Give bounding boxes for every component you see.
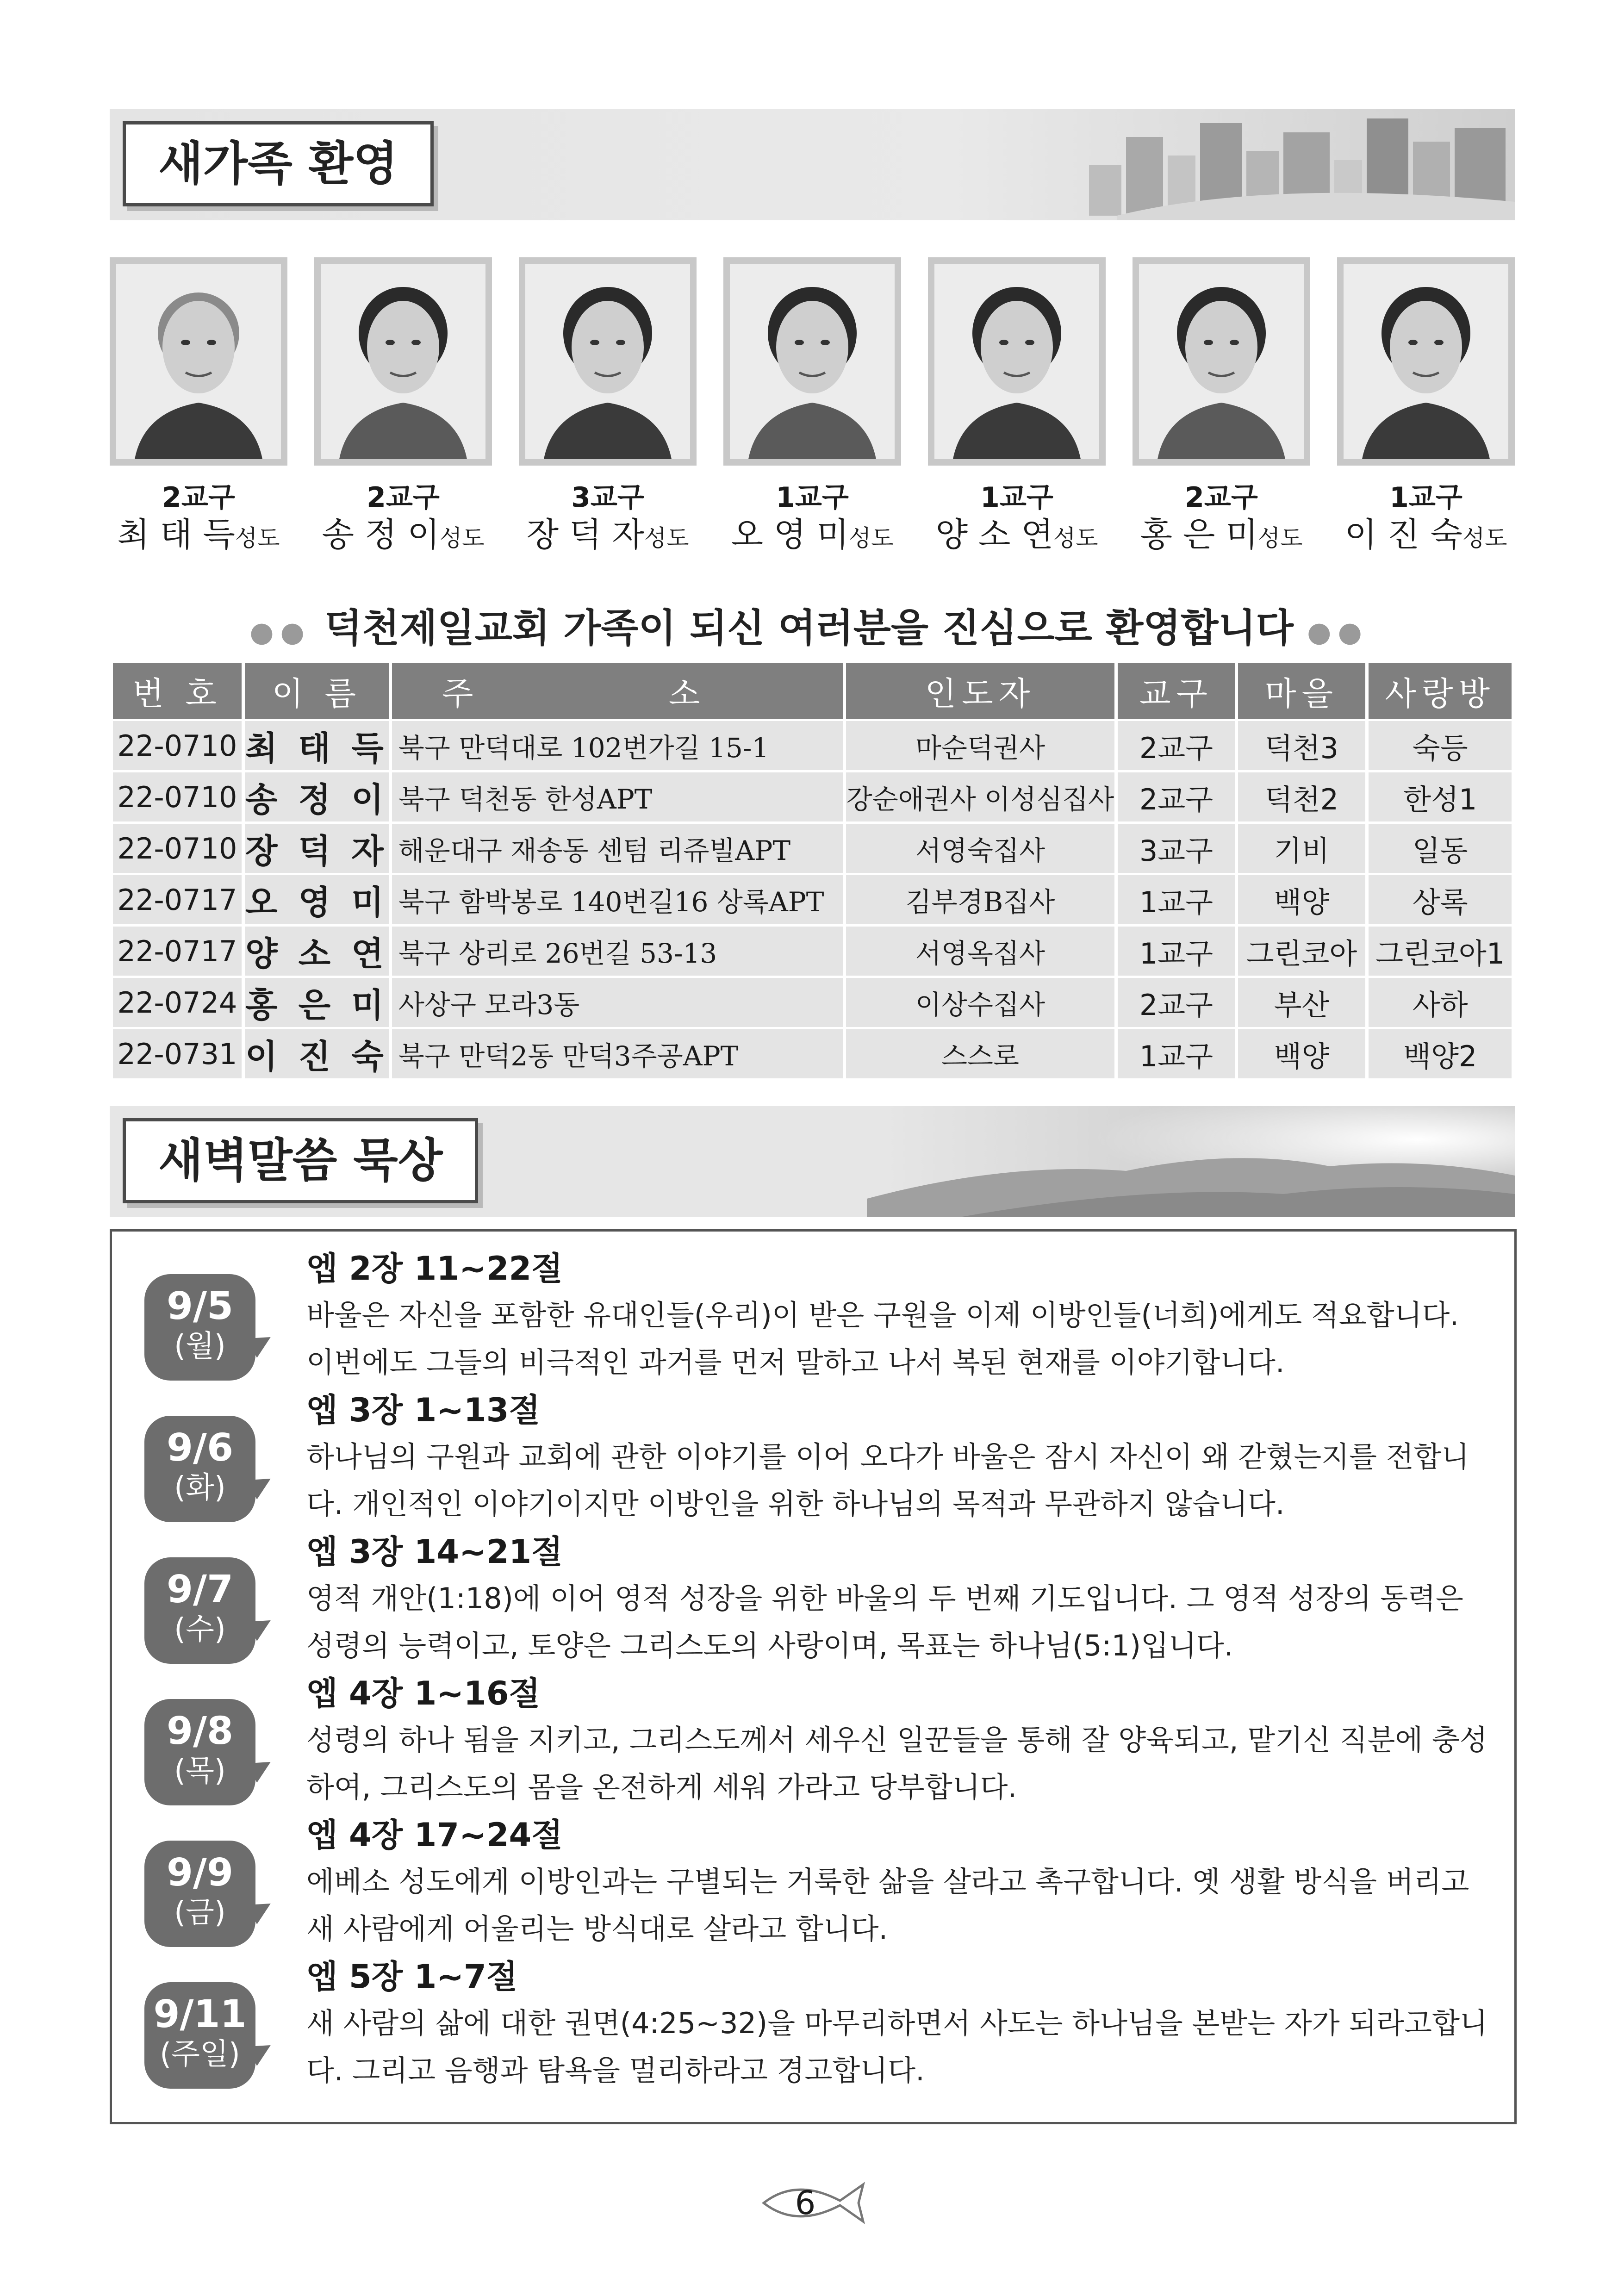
table-cell: 북구 상리로 26번길 53-13 [392, 927, 843, 976]
table-cell: 22-0710 [113, 824, 242, 873]
table-cell: 2교구 [1118, 978, 1234, 1027]
table-cell: 북구 덕천동 한성APT [392, 772, 843, 821]
table-cell: 22-0717 [113, 875, 242, 924]
member-caption [101, 481, 296, 559]
devotion-text: 에베소 성도에게 이방인과는 구별되는 거룩한 삶을 살라고 촉구합니다. 옛 생활 방식을 버리고 새 사람에게 어울리는 방식대로 살라고 합니다. [306, 1865, 1469, 1946]
table-cell: 백양 [1238, 1029, 1366, 1078]
table-cell: 일동 [1369, 824, 1512, 873]
table-cell: 마순덕권사 [846, 721, 1115, 770]
date-badge [144, 1699, 255, 1805]
table-cell: 1교구 [1118, 927, 1234, 976]
table-cell: 양 소 연 [245, 927, 389, 976]
district-label: 3교구 [571, 481, 644, 514]
member-name: 양 소 연성도 [935, 515, 1098, 554]
table-header-cell: 마을 [1238, 663, 1366, 719]
district-label: 2교구 [162, 481, 235, 514]
district-label: 2교구 [1185, 481, 1258, 514]
member-photo [314, 257, 492, 466]
date: 9/6 [166, 1426, 234, 1470]
table-row [113, 772, 1512, 821]
table-row [113, 927, 1512, 976]
devotion-entry [112, 1387, 1514, 1529]
table-cell: 북구 만덕2동 만덕3주공APT [392, 1029, 843, 1078]
table-cell: 서영옥집사 [846, 927, 1115, 976]
table-cell: 한성1 [1369, 772, 1512, 821]
scripture-reference: 엡 4장 17~24절 [306, 1816, 563, 1854]
table-cell: 2교구 [1118, 772, 1234, 821]
new-family-table [110, 661, 1515, 1081]
member-caption [715, 481, 909, 559]
devotion-entry [112, 1954, 1514, 2095]
devotion-entry [112, 1670, 1514, 1812]
date-badge [144, 1841, 255, 1947]
table-cell: 숙등 [1369, 721, 1512, 770]
table-cell: 상록 [1369, 875, 1512, 924]
devotion-text: 하나님의 구원과 교회에 관한 이야기를 이어 오다가 바울은 잠시 자신이 왜 갇혔는지를 전합니다. 개인적인 이야기이지만 이방인을 위한 하나님의 목적과 무관하지 않습니다. [306, 1440, 1469, 1521]
table-header-cell: 이 름 [245, 663, 389, 719]
table-row [113, 824, 1512, 873]
weekday: (금) [174, 1896, 226, 1930]
weekday: (목) [174, 1754, 226, 1788]
table-cell: 그린코아 [1238, 927, 1366, 976]
section-title: 새벽말씀 묵상 [123, 1118, 478, 1203]
date-badge [144, 1982, 255, 2089]
member-photo [110, 257, 287, 466]
table-header-cell: 번 호 [113, 663, 242, 719]
table-cell: 오 영 미 [245, 875, 389, 924]
table-cell: 부산 [1238, 978, 1366, 1027]
table-cell: 1교구 [1118, 875, 1234, 924]
table-cell: 이상수집사 [846, 978, 1115, 1027]
section-banner-new-family [110, 109, 1515, 220]
devotion-text: 새 사람의 삶에 대한 권면(4:25~32)을 마무리하면서 사도는 하나님을 본받는 자가 되라고합니다. 그리고 음행과 탐욕을 멀리하라고 경고합니다. [306, 2006, 1487, 2087]
table-row [113, 875, 1512, 924]
weekday: (화) [174, 1471, 226, 1505]
table-header-cell: 사랑방 [1369, 663, 1512, 719]
table-header-cell: 주 소 [392, 663, 843, 719]
date: 9/7 [166, 1568, 234, 1612]
table-cell: 스스로 [846, 1029, 1115, 1078]
member-name: 홍 은 미성도 [1140, 515, 1303, 554]
scripture-reference: 엡 3장 14~21절 [306, 1533, 563, 1571]
table-row [113, 1029, 1512, 1078]
date: 9/5 [166, 1284, 234, 1328]
table-cell: 22-0724 [113, 978, 242, 1027]
scripture-reference: 엡 2장 11~22절 [306, 1250, 563, 1288]
weekday: (주일) [160, 2037, 240, 2072]
table-cell: 백양2 [1369, 1029, 1512, 1078]
devotion-entry [112, 1812, 1514, 1954]
member-name: 오 영 미성도 [731, 515, 894, 554]
member-caption [510, 481, 705, 559]
weekday: (월) [174, 1329, 226, 1363]
table-cell: 해운대구 재송동 센텀 리쥬빌APT [392, 824, 843, 873]
devotion-entry [112, 1529, 1514, 1670]
table-cell: 홍 은 미 [245, 978, 389, 1027]
date: 9/11 [153, 1992, 247, 2036]
table-cell: 백양 [1238, 875, 1366, 924]
devotion-text: 영적 개안(1:18)에 이어 영적 성장을 위한 바울의 두 번째 기도입니다. 그 영적 성장의 동력은 성령의 능력이고, 토양은 그리스도의 사랑이며, 목표는 하나님(5:1)입니다. [306, 1581, 1463, 1662]
page-number: 6 [795, 2184, 816, 2222]
district-label: 1교구 [776, 481, 849, 514]
table-cell: 송 정 이 [245, 772, 389, 821]
member-caption [1329, 481, 1523, 559]
table-cell: 덕천2 [1238, 772, 1366, 821]
devotion-text: 성령의 하나 됨을 지키고, 그리스도께서 세우신 일꾼들을 통해 잘 양육되고, 맡기신 직분에 충성하여, 그리스도의 몸을 온전하게 세워 가라고 당부합니다. [306, 1723, 1487, 1804]
table-cell: 사상구 모라3동 [392, 978, 843, 1027]
date-badge [144, 1557, 255, 1664]
city-illustration [1061, 109, 1515, 220]
date: 9/8 [166, 1709, 234, 1753]
district-label: 1교구 [980, 481, 1053, 514]
table-row [113, 978, 1512, 1027]
table-cell: 그린코아1 [1369, 927, 1512, 976]
date: 9/9 [166, 1851, 234, 1895]
table-cell: 2교구 [1118, 721, 1234, 770]
table-cell: 3교구 [1118, 824, 1234, 873]
table-cell: 22-0710 [113, 772, 242, 821]
table-cell: 김부경B집사 [846, 875, 1115, 924]
table-cell: 기비 [1238, 824, 1366, 873]
table-cell: 덕천3 [1238, 721, 1366, 770]
table-cell: 22-0731 [113, 1029, 242, 1078]
district-label: 1교구 [1389, 481, 1462, 514]
page-number-fish [759, 2175, 870, 2231]
table-cell: 22-0717 [113, 927, 242, 976]
date-badge [144, 1274, 255, 1381]
table-body [113, 721, 1512, 1078]
table-cell: 북구 함박봉로 140번길16 상록APT [392, 875, 843, 924]
member-name: 송 정 이성도 [322, 515, 485, 554]
table-cell: 사하 [1369, 978, 1512, 1027]
date-badge [144, 1416, 255, 1522]
table-cell: 22-0710 [113, 721, 242, 770]
table-cell: 이 진 숙 [245, 1029, 389, 1078]
table-cell: 1교구 [1118, 1029, 1234, 1078]
table-cell: 서영숙집사 [846, 824, 1115, 873]
table-header-cell: 인도자 [846, 663, 1115, 719]
member-photo [1337, 257, 1515, 466]
member-caption [1124, 481, 1319, 559]
welcome-text: 덕천제일교회 가족이 되신 여러분을 진심으로 환영합니다 [324, 605, 1294, 651]
mountain-sunrise-illustration [867, 1106, 1515, 1217]
table-row [113, 721, 1512, 770]
member-photo [1133, 257, 1310, 466]
section-banner-dawn-devotion [110, 1106, 1515, 1217]
weekday: (수) [174, 1612, 226, 1647]
table-cell: 강순애권사 이성심집사 [846, 772, 1115, 821]
scripture-reference: 엡 4장 1~16절 [306, 1674, 541, 1712]
welcome-message: ●● 덕천제일교회 가족이 되신 여러분을 진심으로 환영합니다 ●● [249, 605, 1369, 651]
scripture-reference: 엡 3장 1~13절 [306, 1391, 541, 1429]
table-header [113, 663, 1512, 719]
district-label: 2교구 [367, 481, 440, 514]
member-photo [723, 257, 901, 466]
member-photo [928, 257, 1106, 466]
section-title: 새가족 환영 [123, 121, 434, 206]
member-name: 최 태 득성도 [117, 515, 280, 554]
table-header-cell: 교구 [1118, 663, 1234, 719]
table-cell: 장 덕 자 [245, 824, 389, 873]
devotion-text: 바울은 자신을 포함한 유대인들(우리)이 받은 구원을 이제 이방인들(너희)에게도 적요합니다. 이번에도 그들의 비극적인 과거를 먼저 말하고 나서 복된 현재를 이야기합니다. [306, 1298, 1459, 1379]
devotion-entry [112, 1245, 1514, 1387]
member-name: 이 진 숙성도 [1344, 515, 1507, 554]
scripture-reference: 엡 5장 1~7절 [306, 1958, 518, 1996]
member-caption [306, 481, 500, 559]
table-cell: 최 태 득 [245, 721, 389, 770]
member-caption [920, 481, 1114, 559]
table-cell: 북구 만덕대로 102번가길 15-1 [392, 721, 843, 770]
devotion-box [110, 1229, 1517, 2124]
member-photo [519, 257, 697, 466]
member-name: 장 덕 자성도 [526, 515, 689, 554]
